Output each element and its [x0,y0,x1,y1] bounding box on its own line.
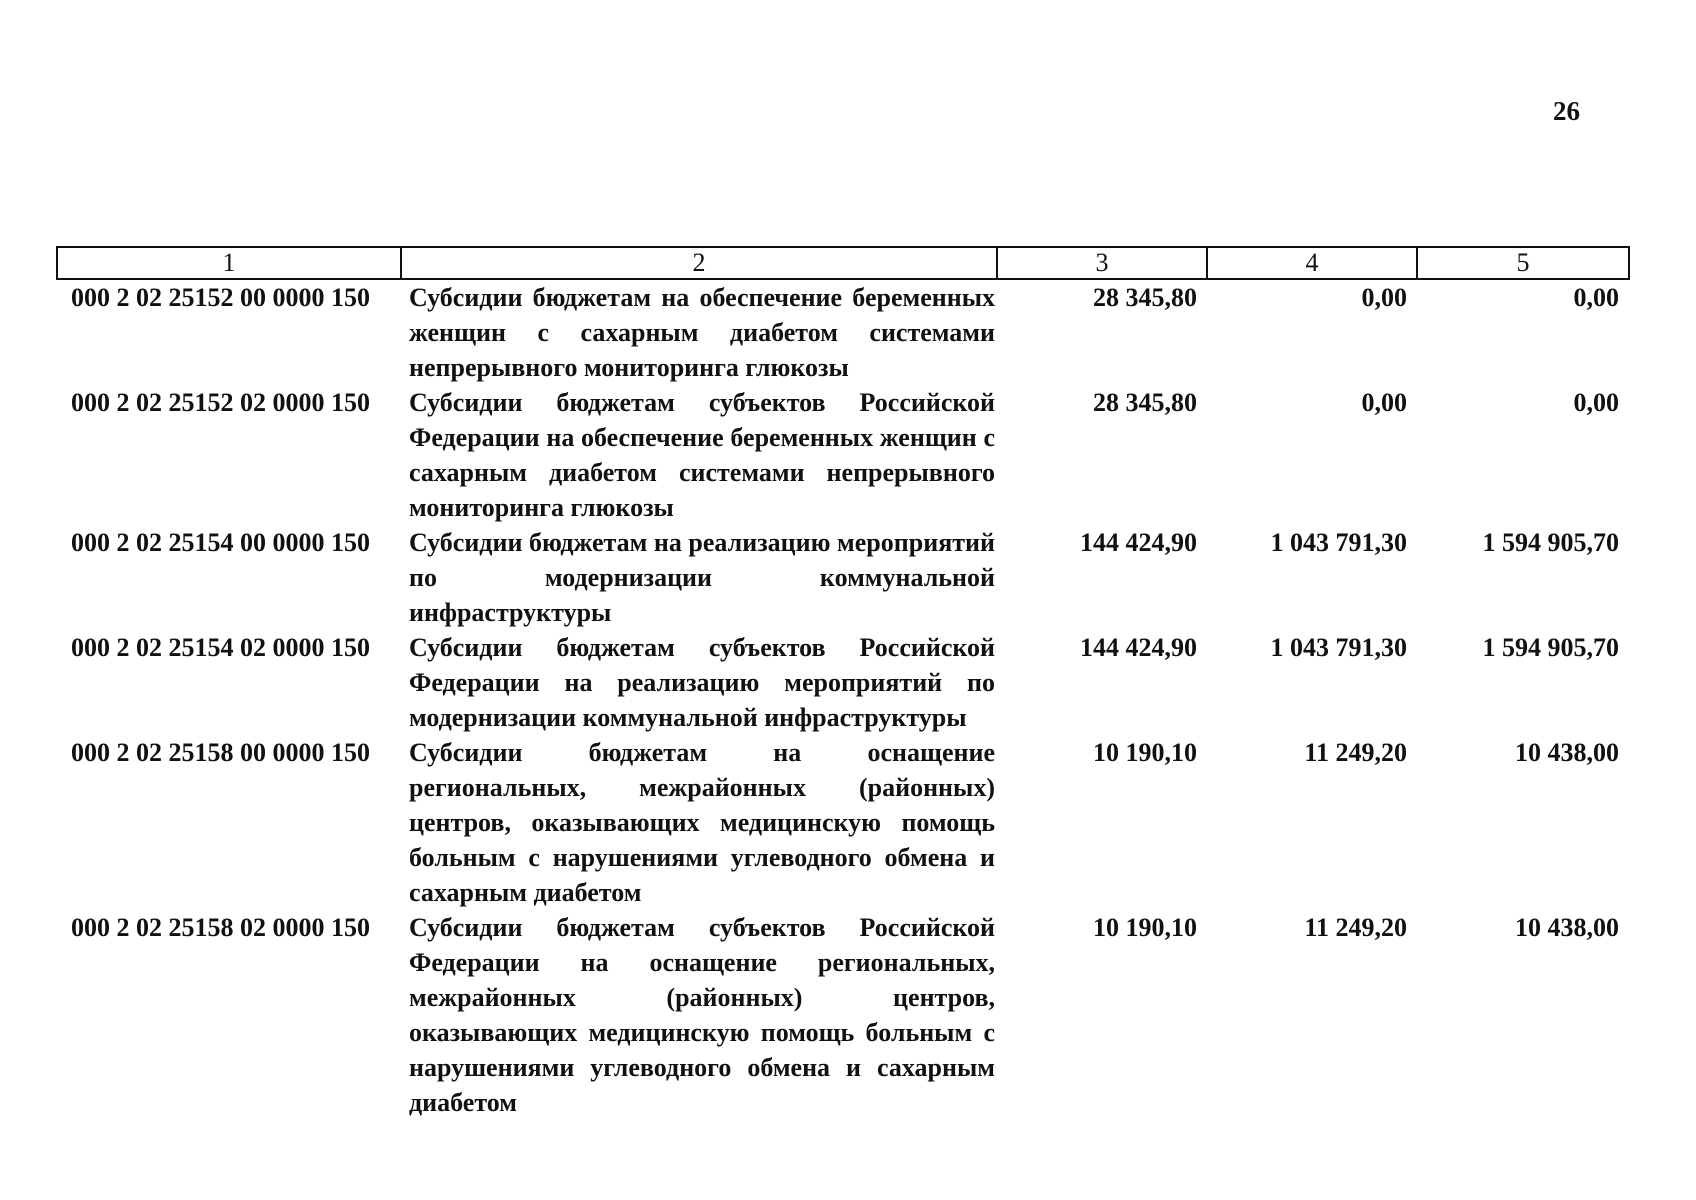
budget-code-cell: 000 2 02 25158 02 0000 150 [71,913,370,942]
table-row [57,525,1629,630]
amount-col5-cell: 0,00 [1573,388,1619,417]
table-row [57,385,1629,525]
amount-col5-cell: 1 594 905,70 [1482,633,1619,662]
amount-col3-cell: 144 424,90 [1080,528,1197,557]
budget-table [56,246,1630,1120]
table-row [57,910,1629,1120]
amount-col4-cell: 1 043 791,30 [1270,528,1407,557]
amount-col3-cell: 10 190,10 [1093,913,1197,942]
amount-col5-cell: 10 438,00 [1515,738,1619,767]
header-cell-5: 5 [1417,247,1629,279]
table-row [57,630,1629,735]
description-cell: Субсидии бюджетам субъектов Российской Федерации на обеспечение беременных женщин с сахарным диабетом системами непрерывного мониторинга глюкозы [409,388,995,522]
amount-col3-cell: 28 345,80 [1093,283,1197,312]
description-cell: Субсидии бюджетам на реализацию мероприятий по модернизации коммунальной инфраструктуры [409,528,995,627]
budget-code-cell: 000 2 02 25152 00 0000 150 [71,283,370,312]
amount-col3-cell: 28 345,80 [1093,388,1197,417]
amount-col5-cell: 10 438,00 [1515,913,1619,942]
budget-code-cell: 000 2 02 25154 00 0000 150 [71,528,370,557]
description-cell: Субсидии бюджетам на обеспечение беременных женщин с сахарным диабетом системами непрерывного мониторинга глюкозы [409,283,995,382]
description-cell: Субсидии бюджетам субъектов Российской Федерации на оснащение региональных, межрайонных (районных) центров, оказывающих медицинскую помощь больным с нарушениями углеводного обмена и сахарным диабетом [409,913,995,1117]
amount-col3-cell: 144 424,90 [1080,633,1197,662]
description-cell: Субсидии бюджетам на оснащение региональных, межрайонных (районных) центров, оказывающих медицинскую помощь больным с нарушениями углеводного обмена и сахарным диабетом [409,738,995,907]
amount-col4-cell: 0,00 [1361,388,1407,417]
header-cell-3: 3 [997,247,1207,279]
amount-col3-cell: 10 190,10 [1093,738,1197,767]
amount-col5-cell: 1 594 905,70 [1482,528,1619,557]
table-body [57,279,1629,1120]
header-row [57,247,1629,279]
amount-col4-cell: 0,00 [1361,283,1407,312]
page-number: 26 [1553,96,1580,126]
header-cell-2: 2 [401,247,997,279]
amount-col4-cell: 11 249,20 [1304,738,1407,767]
budget-code-cell: 000 2 02 25154 02 0000 150 [71,633,370,662]
header-cell-1: 1 [57,247,401,279]
table-row [57,735,1629,910]
amount-col4-cell: 1 043 791,30 [1270,633,1407,662]
table-row [57,279,1629,385]
header-cell-4: 4 [1207,247,1417,279]
table-header [57,247,1629,279]
description-cell: Субсидии бюджетам субъектов Российской Федерации на реализацию мероприятий по модернизации коммунальной инфраструктуры [409,633,995,732]
budget-code-cell: 000 2 02 25158 00 0000 150 [71,738,370,767]
budget-code-cell: 000 2 02 25152 02 0000 150 [71,388,370,417]
amount-col4-cell: 11 249,20 [1304,913,1407,942]
amount-col5-cell: 0,00 [1573,283,1619,312]
